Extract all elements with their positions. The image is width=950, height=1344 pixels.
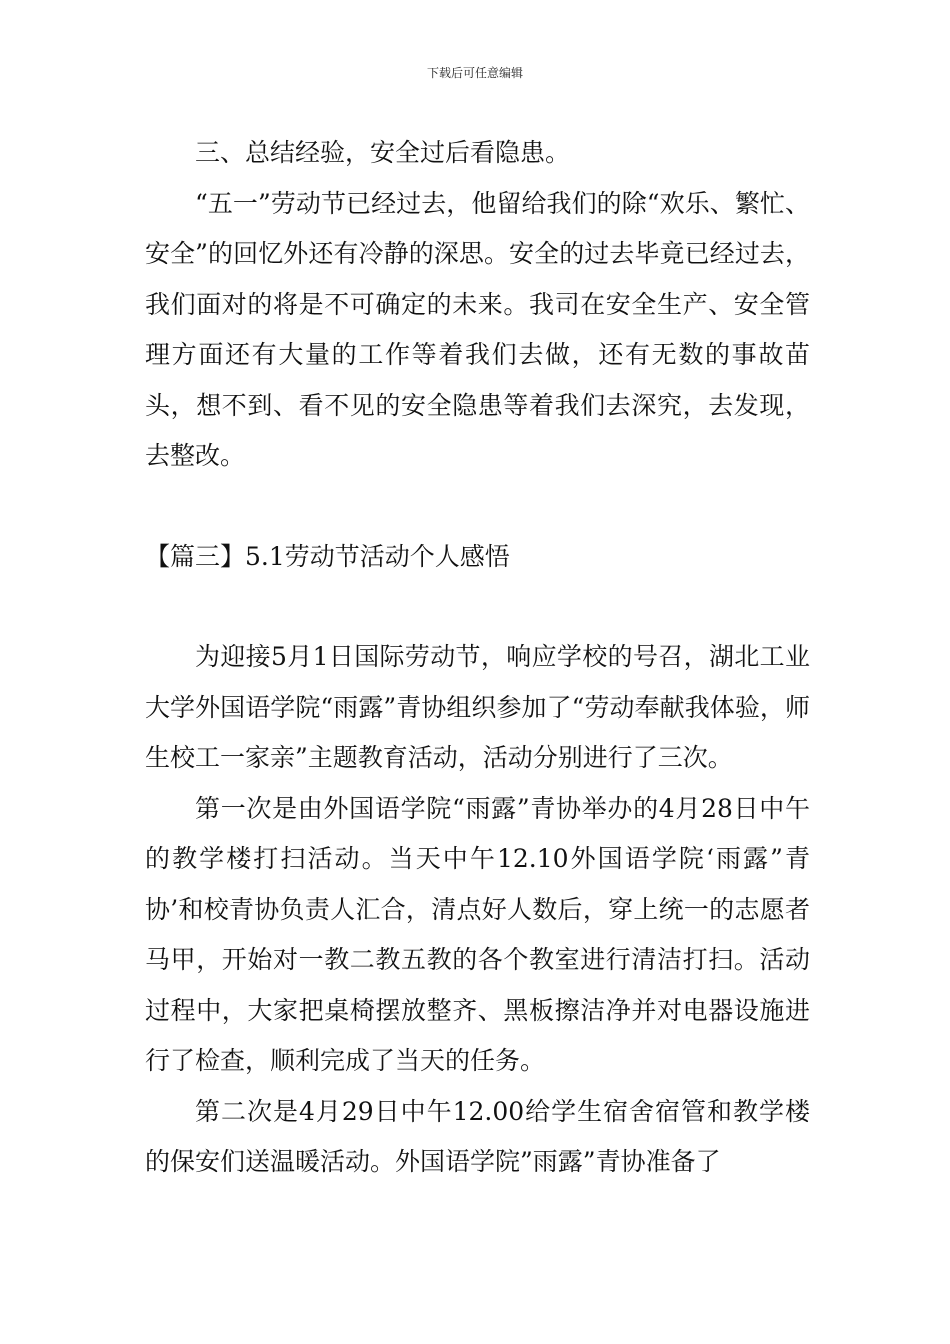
section-three-paragraph-3: 第二次是4月29日中午12.00给学生宿舍宿管和教学楼的保安们送温暖活动。外国语学院”雨露”青协准备了: [145, 1096, 810, 1176]
document-body: [145, 128, 810, 1188]
section-two-point-three: 三、总结经验，安全过后看隐患。: [195, 138, 571, 167]
spacer: [145, 582, 810, 632]
section-three-heading: 【篇三】5.1劳动节活动个人感悟: [145, 541, 510, 571]
section-three-paragraph-1: 为迎接5月1日国际劳动节，响应学校的号召，湖北工业大学外国语学院“雨露”青协组织参加了“劳动奉献我体验，师生校工一家亲”主题教育活动，活动分别进行了三次。: [145, 642, 810, 772]
spacer: [145, 482, 810, 532]
page-header-note: 下载后可任意编辑: [426, 66, 523, 80]
section-two-closing-paragraph: “五一”劳动节已经过去，他留给我们的除“欢乐、繁忙、安全”的回忆外还有冷静的深思。安全的过去毕竟已经过去，我们面对的将是不可确定的未来。我司在安全生产、安全管理方面还有大量的工作等着我们去做，还有无数的事故苗头，想不到、看不见的安全隐患等着我们去深究，去发现，去整改。: [145, 188, 810, 470]
section-three-paragraph-2: 第一次是由外国语学院“雨露”青协举办的4月28日中午的教学楼打扫活动。当天中午12.10外国语学院‘雨露”青协’和校青协负责人汇合，清点好人数后，穿上统一的志愿者马甲，开始对一教二教五教的各个教室进行清洁打扫。活动过程中，大家把桌椅摆放整齐、黑板擦洁净并对电器设施进行了检查，顺利完成了当天的任务。: [145, 793, 810, 1075]
